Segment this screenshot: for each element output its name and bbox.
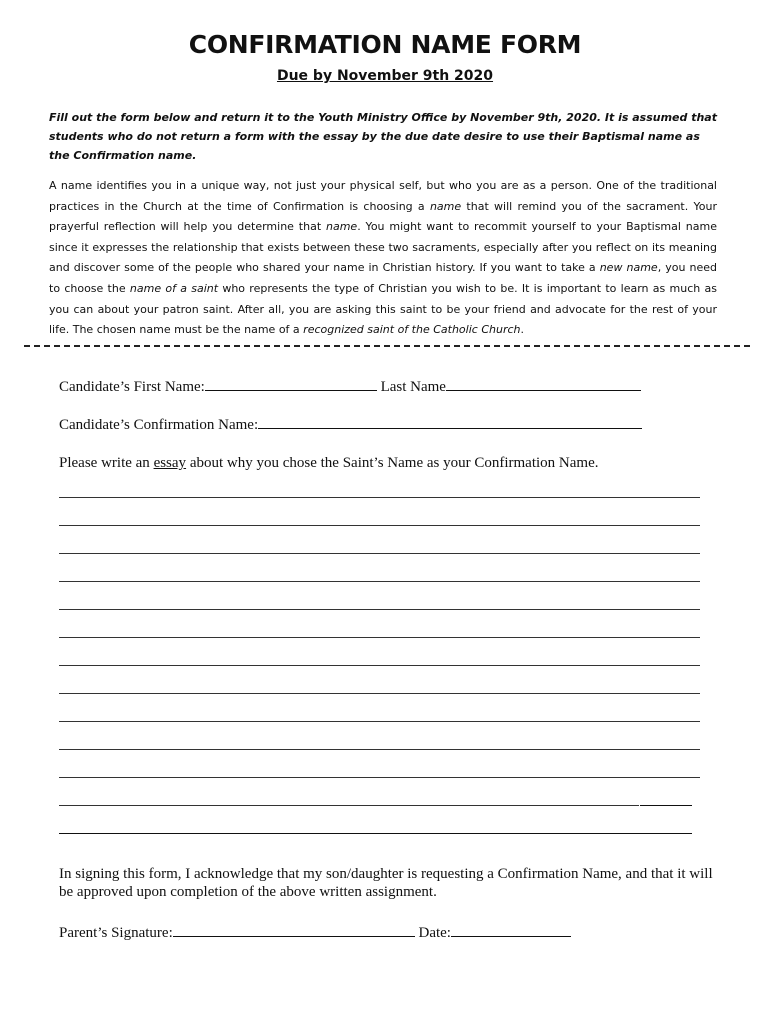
date-label: Date: <box>418 925 451 941</box>
form-title: CONFIRMATION NAME FORM <box>188 30 582 59</box>
acknowledgement-text: In signing this form, I acknowledge that my son/daughter is requesting a Confirmation Name, and that it will be approved upon completion of the above written assignment. <box>59 866 713 900</box>
parent-signature-label: Parent’s Signature: <box>59 925 173 941</box>
first-name-field[interactable] <box>205 376 377 391</box>
confirmation-name-row <box>59 414 642 434</box>
essay-line[interactable] <box>59 721 700 722</box>
essay-line[interactable] <box>59 805 639 806</box>
essay-line[interactable] <box>59 777 700 778</box>
intro-paragraph: A name identifies you in a unique way, not just your physical self, but who you are as a person. One of the traditional practices in the Church at the time of Confirmation is choosing a name that will remind you of the sacrament. Your prayerful reflection will help you determine that name. You might want to recommit yourself to your Baptismal name since it expresses the relationship that exists between these two sacraments, especially after you reflect on its meaning and discover some of the people who shared your name in Christian history. If you want to take a new name, you need to choose the name of a saint who represents the type of Christian you wish to be. It is important to learn as much as you can about your patron saint. After all, you are asking this saint to be your friend and advocate for the rest of your life. The chosen name must be the name of a recognized saint of the Catholic Church. <box>49 179 718 337</box>
essay-line[interactable] <box>59 833 692 834</box>
essay-line[interactable] <box>59 749 700 750</box>
date-field[interactable] <box>451 922 571 937</box>
last-name-label: Last Name <box>380 379 446 395</box>
signature-row <box>59 922 571 942</box>
essay-prompt: Please write an essay about why you chose the Saint’s Name as your Confirmation Name. <box>59 455 599 471</box>
essay-line[interactable] <box>59 581 700 582</box>
essay-line[interactable] <box>59 637 700 638</box>
parent-signature-field[interactable] <box>173 922 415 937</box>
essay-line[interactable] <box>59 553 700 554</box>
first-name-label: Candidate’s First Name: <box>59 379 205 395</box>
essay-line[interactable] <box>59 609 700 610</box>
instructions: Fill out the form below and return it to the Youth Ministry Office by November 9th, 2020. It is assumed that students who do not return a form with the essay by the due date desire to use their Baptismal name as the Confirmation name. <box>49 111 717 162</box>
essay-line[interactable] <box>59 525 700 526</box>
confirmation-name-label: Candidate’s Confirmation Name: <box>59 417 259 433</box>
essay-line-end <box>640 805 692 806</box>
essay-word: essay <box>153 455 187 471</box>
confirmation-name-field[interactable] <box>258 414 642 429</box>
last-name-field[interactable] <box>446 376 641 391</box>
essay-line[interactable] <box>59 665 700 666</box>
name-row <box>59 376 641 396</box>
cut-line <box>24 345 750 347</box>
essay-line[interactable] <box>59 693 700 694</box>
due-date: Due by November 9th 2020 <box>276 68 494 84</box>
essay-line[interactable] <box>59 497 700 498</box>
